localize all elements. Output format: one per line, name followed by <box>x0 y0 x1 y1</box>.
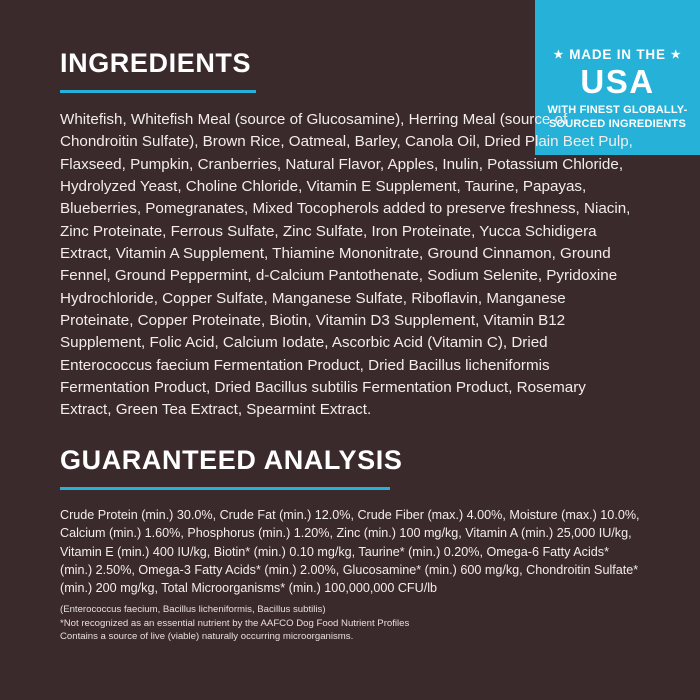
star-icon: ★ <box>553 49 565 62</box>
guaranteed-analysis-accent-rule <box>60 487 390 490</box>
guaranteed-analysis-text: Crude Protein (min.) 30.0%, Crude Fat (min.) 12.0%, Crude Fiber (max.) 4.00%, Moisture (max.) 10.0%, Calcium (min.) 1.60%, Phosphorus (min.) 1.20%, Zinc (min.) 100 mg/kg, Vitamin A (min.) 25,000 IU/kg, Vitamin E (min.) 400 IU/kg, Biotin* (min.) 0.10 mg/kg, Taurine* (min.) 0.20%, Omega-6 Fatty Acids* (min.) 2.50%, Omega-3 Fatty Acids* (min.) 2.00%, Glucosamine* (min.) 600 mg/kg, Chondroitin Sulfate* (min.) 200 mg/kg, Total Microorganisms* (min.) 100,000,000 CFU/lb <box>60 508 640 595</box>
ingredients-accent-rule <box>60 90 256 93</box>
guaranteed-analysis-heading: GUARANTEED ANALYSIS <box>60 445 403 475</box>
badge-made-in-the-label: MADE IN THE <box>569 47 666 62</box>
ingredients-section <box>60 48 640 422</box>
badge-sourcing-note: WITH FINEST GLOBALLY-SOURCED INGREDIENTS <box>547 104 688 131</box>
star-icon: ★ <box>670 49 682 62</box>
ingredients-text: Whitefish, Whitefish Meal (source of Glucosamine), Herring Meal (source of Chondroitin Sulfate), Brown Rice, Oatmeal, Barley, Canola Oil, Dried Plain Beet Pulp, Flaxseed, Pumpkin, Cranberries, Natural Flavor, Apples, Inulin, Potassium Chloride, Hydrolyzed Yeast, Choline Chloride, Vitamin E Supplement, Taurine, Papayas, Blueberries, Pomegranates, Mixed Tocopherols added to preserve freshness, Niacin, Zinc Proteinate, Ferrous Sulfate, Zinc Sulfate, Iron Proteinate, Yucca Schidigera Extract, Vitamin A Supplement, Thiamine Mononitrate, Ground Cinnamon, Ground Fennel, Ground Peppermint, d-Calcium Pantothenate, Sodium Selenite, Pyridoxine Hydrochloride, Copper Sulfate, Manganese Sulfate, Riboflavin, Manganese Proteinate, Copper Proteinate, Biotin, Vitamin D3 Supplement, Vitamin B12 Supplement, Folic Acid, Calcium Iodate, Ascorbic Acid (Vitamin C), Dried Enterococcus faecium Fermentation Product, Dried Bacillus licheniformis Fermentation Product, Dried Bacillus subtilis Fermentation Product, Rosemary Extract, Green Tea Extract, Spearmint Extract. <box>60 111 633 419</box>
guaranteed-analysis-footnotes <box>60 603 640 644</box>
footnote-live-microorganisms: Contains a source of live (viable) naturally occurring microorganisms. <box>60 631 354 643</box>
ingredients-heading: INGREDIENTS <box>60 48 252 78</box>
footnote-aafco-disclaimer: *Not recognized as an essential nutrient by the AAFCO Dog Food Nutrient Profiles <box>60 617 410 629</box>
badge-usa-headline: USA <box>580 62 655 100</box>
footnote-microorganism-strains: (Enterococcus faecium, Bacillus licheniformis, Bacillus subtilis) <box>60 604 326 616</box>
guaranteed-analysis-section <box>60 445 640 644</box>
